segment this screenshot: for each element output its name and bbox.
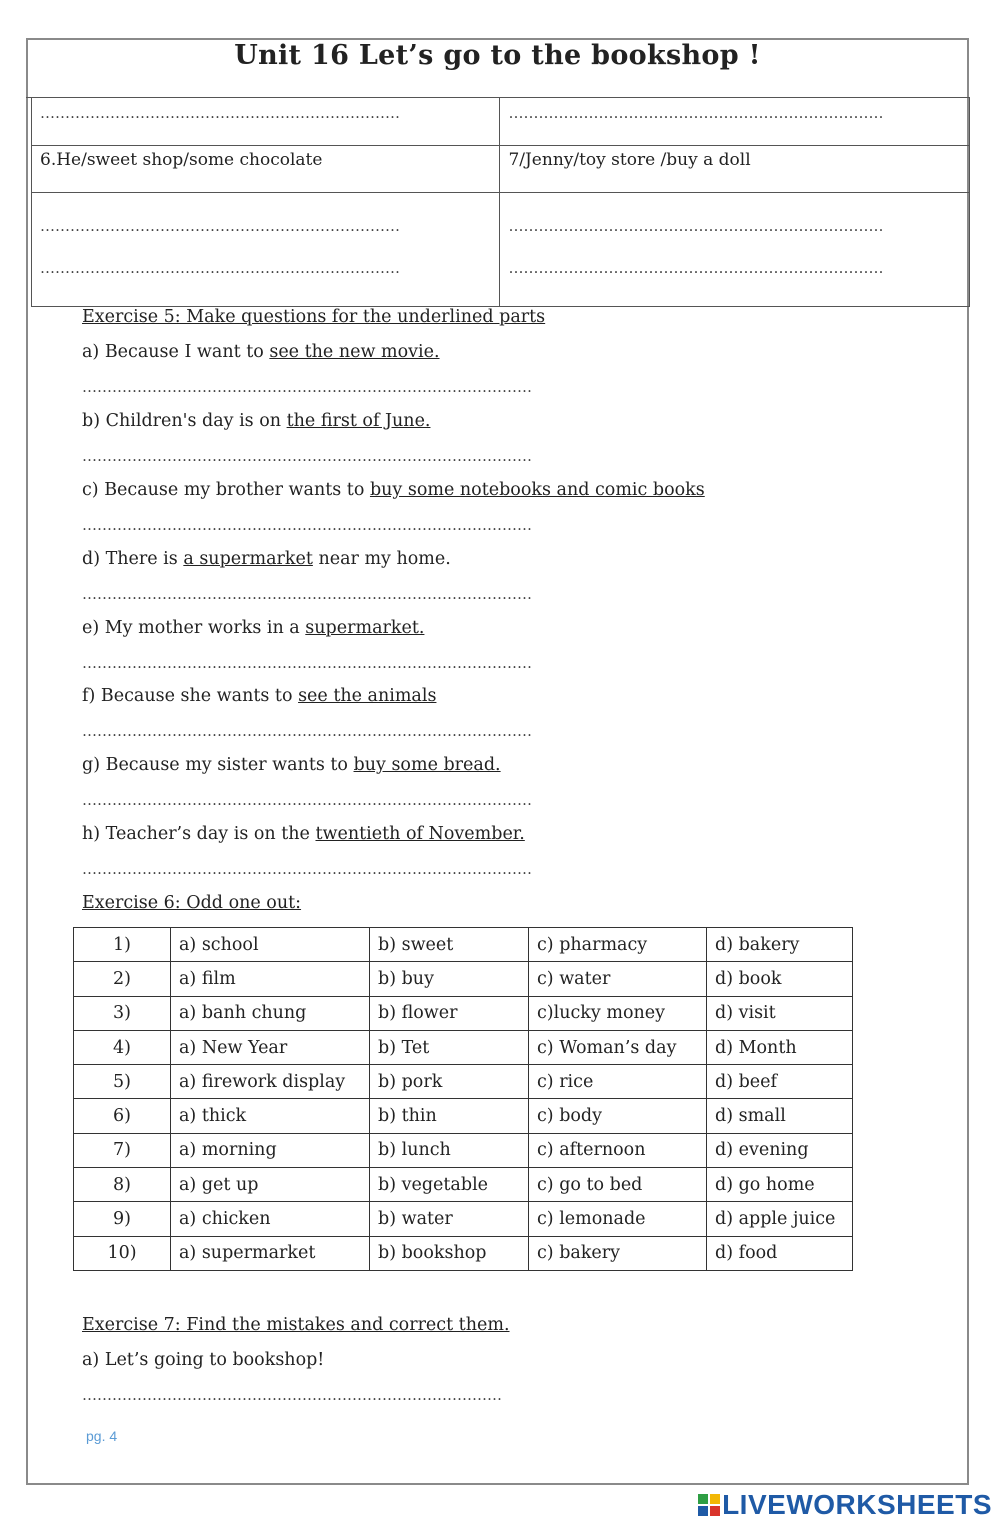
option-cell[interactable]: b) thin xyxy=(370,1099,529,1133)
option-cell[interactable]: b) sweet xyxy=(370,928,529,962)
prompt-cell: 7/Jenny/toy store /buy a doll xyxy=(500,146,970,193)
row-number: 2) xyxy=(74,962,171,996)
row-number: 5) xyxy=(74,1065,171,1099)
option-cell[interactable]: c) lemonade xyxy=(529,1202,707,1236)
option-cell[interactable]: a) supermarket xyxy=(171,1236,370,1270)
option-cell[interactable]: b) pork xyxy=(370,1065,529,1099)
option-cell[interactable]: c) water xyxy=(529,962,707,996)
option-cell[interactable]: a) get up xyxy=(171,1168,370,1202)
odd-row xyxy=(74,1236,853,1270)
option-cell[interactable]: c) rice xyxy=(529,1065,707,1099)
brand-text: LIVEWORKSHEETS xyxy=(722,1489,992,1520)
option-cell[interactable]: a) banh chung xyxy=(171,996,370,1030)
row-number: 6) xyxy=(74,1099,171,1133)
answer-cell[interactable]: ……………………………………………………………… ……………………………………………………………… xyxy=(32,193,500,307)
liveworksheets-brand[interactable] xyxy=(698,1489,992,1521)
option-cell[interactable]: d) visit xyxy=(707,996,853,1030)
answer-line[interactable]: ……………………………………………………………………………… xyxy=(82,585,532,603)
question-item: c) Because my brother wants to buy some notebooks and comic books xyxy=(82,480,705,500)
option-cell[interactable]: d) small xyxy=(707,1099,853,1133)
answer-line[interactable]: ……………………………………………………………………………… xyxy=(82,791,532,809)
odd-row xyxy=(74,1168,853,1202)
option-cell[interactable]: b) lunch xyxy=(370,1133,529,1167)
answer-cell[interactable]: ………………………………………………………………… ………………………………………………………………… xyxy=(500,193,970,307)
question-item: b) Children's day is on the first of June. xyxy=(82,411,431,431)
question-item: f) Because she wants to see the animals xyxy=(82,686,437,706)
option-cell[interactable]: c) bakery xyxy=(529,1236,707,1270)
question-item: d) There is a supermarket near my home. xyxy=(82,549,451,569)
option-cell[interactable]: b) bookshop xyxy=(370,1236,529,1270)
answer-line[interactable]: ……………………………………………………………………………… xyxy=(82,722,532,740)
answer-cell[interactable]: ………………………………………………………………… xyxy=(500,98,970,146)
answer-line[interactable]: ……………………………………………………………………………… xyxy=(82,378,532,396)
exercise6-title: Exercise 6: Odd one out: xyxy=(82,893,302,913)
row-number: 3) xyxy=(74,996,171,1030)
option-cell[interactable]: b) Tet xyxy=(370,1030,529,1064)
option-cell[interactable]: d) beef xyxy=(707,1065,853,1099)
option-cell[interactable]: b) water xyxy=(370,1202,529,1236)
mistake-item: a) Let’s going to bookshop! xyxy=(82,1350,325,1370)
option-cell[interactable]: c) pharmacy xyxy=(529,928,707,962)
option-cell[interactable]: d) apple juice xyxy=(707,1202,853,1236)
odd-row xyxy=(74,996,853,1030)
row-number: 10) xyxy=(74,1236,171,1270)
row-number: 8) xyxy=(74,1168,171,1202)
answer-line[interactable]: ……………………………………………………………………………… xyxy=(82,516,532,534)
odd-one-out-table xyxy=(73,927,853,1271)
option-cell[interactable]: c) body xyxy=(529,1099,707,1133)
option-cell[interactable]: a) firework display xyxy=(171,1065,370,1099)
row-number: 1) xyxy=(74,928,171,962)
liveworksheets-logo-icon xyxy=(698,1494,720,1516)
prompt-cell: 6.He/sweet shop/some chocolate xyxy=(32,146,500,193)
option-cell[interactable]: c) Woman’s day xyxy=(529,1030,707,1064)
option-cell[interactable]: b) vegetable xyxy=(370,1168,529,1202)
sentence-build-table xyxy=(31,97,970,307)
option-cell[interactable]: c) go to bed xyxy=(529,1168,707,1202)
answer-line[interactable]: ……………………………………………………………………………… xyxy=(82,860,532,878)
question-item: e) My mother works in a supermarket. xyxy=(82,618,425,638)
option-cell[interactable]: c) afternoon xyxy=(529,1133,707,1167)
option-cell[interactable]: d) evening xyxy=(707,1133,853,1167)
option-cell[interactable]: d) Month xyxy=(707,1030,853,1064)
option-cell[interactable]: b) flower xyxy=(370,996,529,1030)
answer-cell[interactable]: ……………………………………………………………… xyxy=(32,98,500,146)
option-cell[interactable]: d) food xyxy=(707,1236,853,1270)
page-number: pg. 4 xyxy=(86,1428,118,1444)
answer-line[interactable]: ……………………………………………………………………………… xyxy=(82,654,532,672)
row-number: 4) xyxy=(74,1030,171,1064)
option-cell[interactable]: a) thick xyxy=(171,1099,370,1133)
odd-row xyxy=(74,962,853,996)
odd-row xyxy=(74,1030,853,1064)
option-cell[interactable]: d) book xyxy=(707,962,853,996)
option-cell[interactable]: c)lucky money xyxy=(529,996,707,1030)
answer-line[interactable]: ……………………………………………………………………………… xyxy=(82,447,532,465)
odd-row xyxy=(74,1202,853,1236)
option-cell[interactable]: d) go home xyxy=(707,1168,853,1202)
page-title: Unit 16 Let’s go to the bookshop ! xyxy=(234,40,761,71)
odd-row xyxy=(74,1065,853,1099)
option-cell[interactable]: a) New Year xyxy=(171,1030,370,1064)
exercise5-title: Exercise 5: Make questions for the underlined parts xyxy=(82,307,546,327)
option-cell[interactable]: a) morning xyxy=(171,1133,370,1167)
question-item: a) Because I want to see the new movie. xyxy=(82,342,440,362)
exercise7-title: Exercise 7: Find the mistakes and correct them. xyxy=(82,1315,510,1335)
question-item: g) Because my sister wants to buy some bread. xyxy=(82,755,501,775)
option-cell[interactable]: a) film xyxy=(171,962,370,996)
odd-row xyxy=(74,928,853,962)
option-cell[interactable]: a) school xyxy=(171,928,370,962)
row-number: 9) xyxy=(74,1202,171,1236)
answer-line[interactable]: ………………………………………………………………………… xyxy=(82,1386,502,1404)
odd-row xyxy=(74,1099,853,1133)
option-cell[interactable]: d) bakery xyxy=(707,928,853,962)
row-number: 7) xyxy=(74,1133,171,1167)
question-item: h) Teacher’s day is on the twentieth of November. xyxy=(82,824,525,844)
odd-row xyxy=(74,1133,853,1167)
option-cell[interactable]: a) chicken xyxy=(171,1202,370,1236)
option-cell[interactable]: b) buy xyxy=(370,962,529,996)
